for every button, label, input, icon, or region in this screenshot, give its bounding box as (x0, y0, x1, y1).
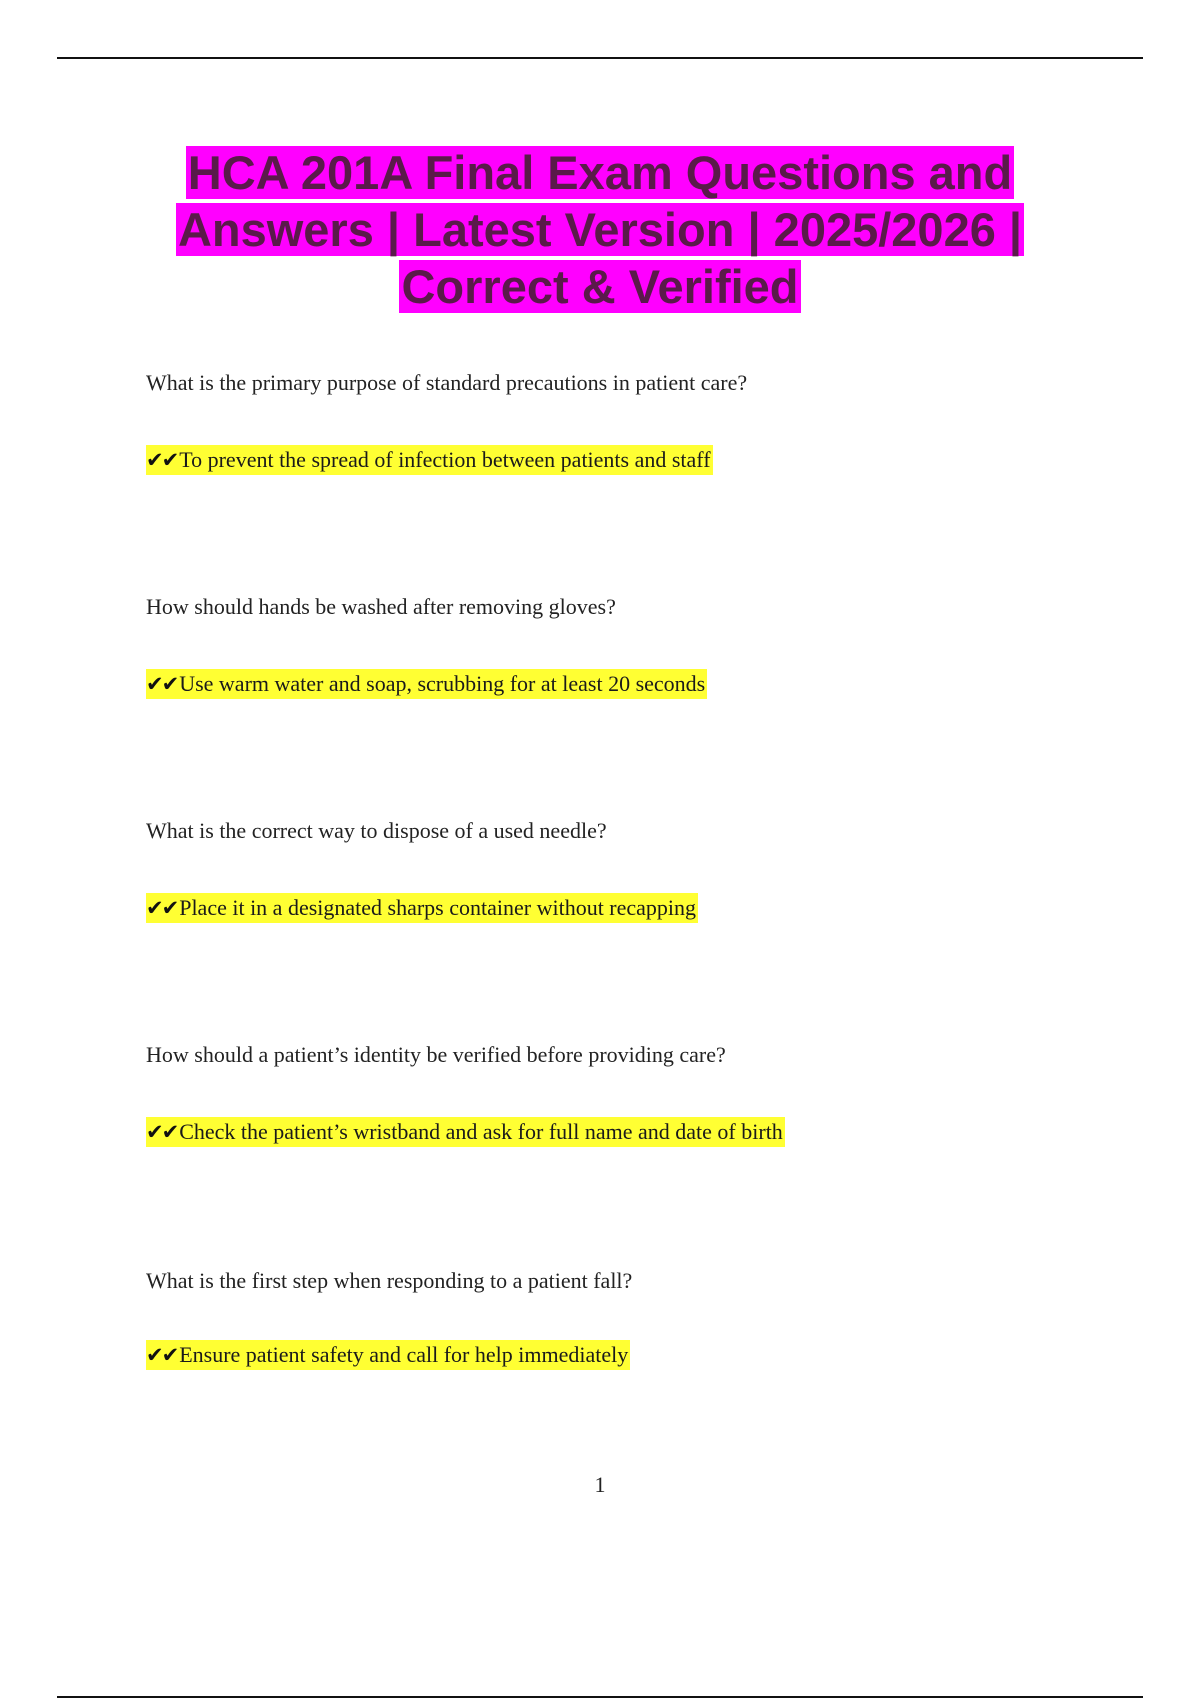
answer-text: Ensure patient safety and call for help immediately (179, 1342, 629, 1367)
qa-item-3 (146, 817, 1106, 920)
document-title (100, 144, 1100, 315)
document-title-text: HCA 201A Final Exam Questions and Answers | Latest Version | 2025/2026 | Correct & Verified (177, 146, 1023, 313)
answer-highlight (146, 445, 713, 475)
answer-text: Check the patient’s wristband and ask for full name and date of birth (179, 1119, 783, 1144)
answer-text: Place it in a designated sharps container without recapping (179, 895, 697, 920)
question-text: What is the first step when responding to a patient fall? (146, 1268, 633, 1293)
qa-item-2 (146, 593, 1106, 696)
answer-text: Use warm water and soap, scrubbing for at least 20 seconds (179, 671, 706, 696)
double-check-icon: ✔✔ (146, 1343, 178, 1367)
qa-item-5 (146, 1267, 1106, 1367)
header-rule (57, 57, 1143, 59)
question-text: What is the correct way to dispose of a used needle? (146, 818, 607, 843)
footer-rule (57, 1696, 1143, 1698)
question-text: What is the primary purpose of standard precautions in patient care? (146, 370, 748, 395)
double-check-icon: ✔✔ (146, 1120, 178, 1144)
answer-highlight (146, 669, 707, 699)
double-check-icon: ✔✔ (146, 672, 178, 696)
answer-highlight (146, 1340, 630, 1370)
double-check-icon: ✔✔ (146, 448, 178, 472)
qa-item-4 (146, 1041, 1106, 1144)
double-check-icon: ✔✔ (146, 896, 178, 920)
qa-item-1 (146, 369, 1106, 472)
question-text: How should hands be washed after removing gloves? (146, 594, 616, 619)
question-text: How should a patient’s identity be verified before providing care? (146, 1042, 726, 1067)
answer-highlight (146, 893, 698, 923)
answer-highlight (146, 1117, 785, 1147)
answer-text: To prevent the spread of infection between patients and staff (179, 447, 711, 472)
page-number: 1 (594, 1472, 606, 1497)
